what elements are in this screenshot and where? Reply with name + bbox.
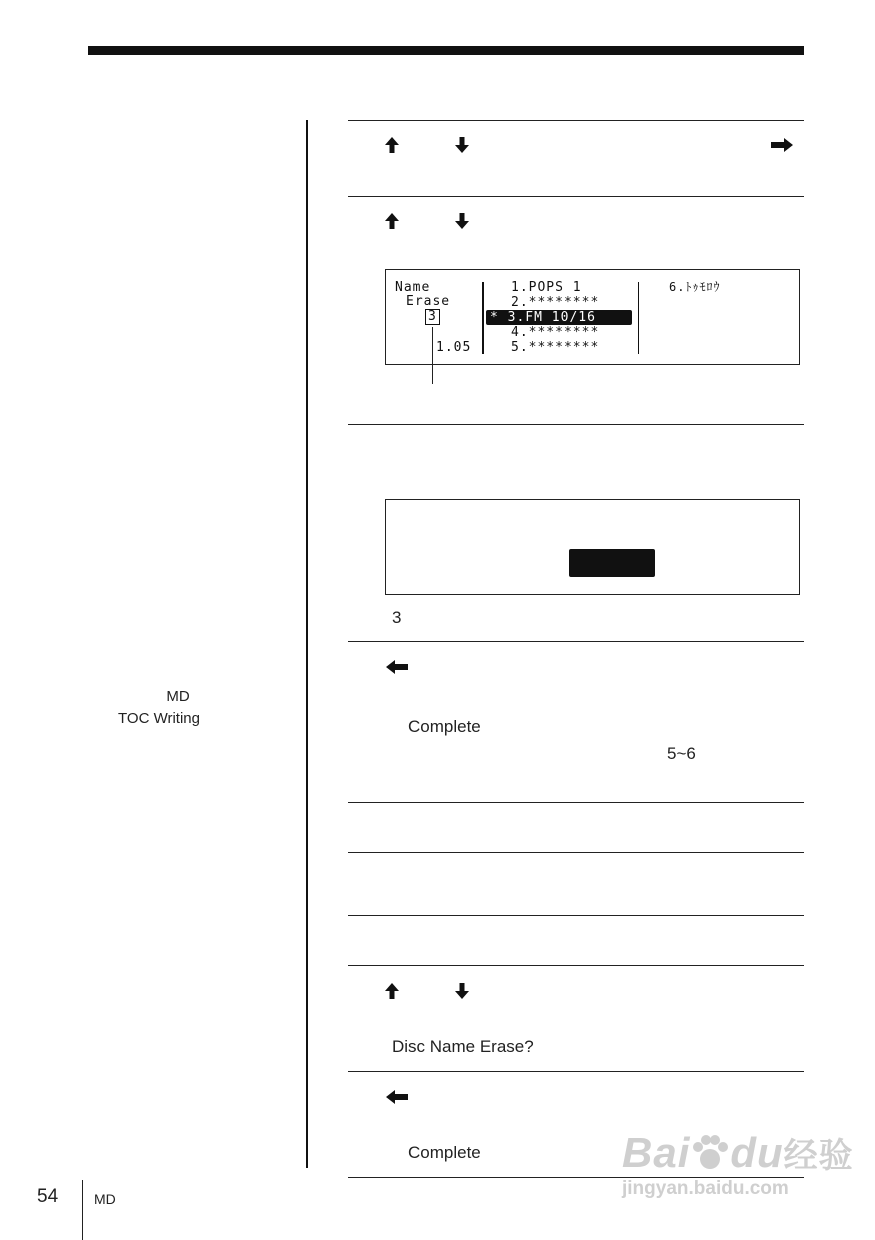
lcd-track-1: 1.POPS 1 bbox=[511, 280, 582, 295]
footer-label: MD bbox=[94, 1191, 116, 1207]
column-divider bbox=[306, 120, 308, 1168]
lcd-separator-right bbox=[638, 282, 639, 354]
step-divider bbox=[348, 424, 804, 425]
lcd-track-4: 4.******** bbox=[511, 325, 600, 340]
arrow-down-icon bbox=[454, 982, 470, 1000]
lcd-track-6: 6.ﾄｩﾓﾛｳ bbox=[669, 280, 721, 294]
complete-label: Complete bbox=[408, 717, 481, 736]
lcd-highlight-block bbox=[569, 549, 655, 577]
lcd-mode-label: Name bbox=[395, 280, 431, 295]
arrow-left-icon bbox=[385, 1089, 409, 1105]
step-divider bbox=[348, 120, 804, 121]
lcd-time: 1.05 bbox=[436, 340, 472, 355]
arrow-left-icon bbox=[385, 659, 409, 675]
step-divider bbox=[348, 965, 804, 966]
lcd-erase-label: Erase bbox=[406, 294, 451, 309]
section-divider bbox=[348, 915, 804, 916]
step-divider bbox=[348, 1071, 804, 1072]
footer-divider bbox=[82, 1180, 83, 1240]
arrow-up-icon bbox=[384, 982, 400, 1000]
arrow-up-icon bbox=[384, 136, 400, 154]
lcd-track-2: 2.******** bbox=[511, 295, 600, 310]
arrow-right-icon bbox=[770, 137, 794, 153]
arrow-down-icon bbox=[454, 212, 470, 230]
header-rule bbox=[88, 46, 804, 55]
range-label: 5~6 bbox=[667, 744, 696, 763]
step-divider bbox=[348, 196, 804, 197]
complete-label-disc: Complete bbox=[408, 1143, 481, 1162]
watermark-url: jingyan.baidu.com bbox=[622, 1178, 789, 1199]
lcd-selected-number: 3 bbox=[425, 309, 440, 325]
caption-number: 3 bbox=[392, 608, 402, 627]
sidebar-note-md: MD bbox=[166, 688, 190, 705]
page-number: 54 bbox=[37, 1186, 59, 1207]
step-divider bbox=[348, 641, 804, 642]
watermark-brand: Bai du经验 bbox=[622, 1129, 854, 1176]
lcd-display-track-list bbox=[385, 269, 800, 365]
lcd-display-erase bbox=[385, 499, 800, 595]
arrow-down-icon bbox=[454, 136, 470, 154]
callout-line bbox=[432, 327, 433, 384]
section-divider bbox=[348, 802, 804, 803]
lcd-track-3-highlighted: * 3.FM 10/16 bbox=[486, 310, 632, 325]
section-divider bbox=[348, 852, 804, 853]
lcd-track-5: 5.******** bbox=[511, 340, 600, 355]
lcd-separator bbox=[482, 282, 484, 354]
arrow-up-icon bbox=[384, 212, 400, 230]
disc-name-erase-prompt: Disc Name Erase? bbox=[392, 1037, 534, 1056]
paw-icon bbox=[690, 1133, 730, 1173]
sidebar-note-toc-writing: TOC Writing bbox=[118, 710, 200, 727]
